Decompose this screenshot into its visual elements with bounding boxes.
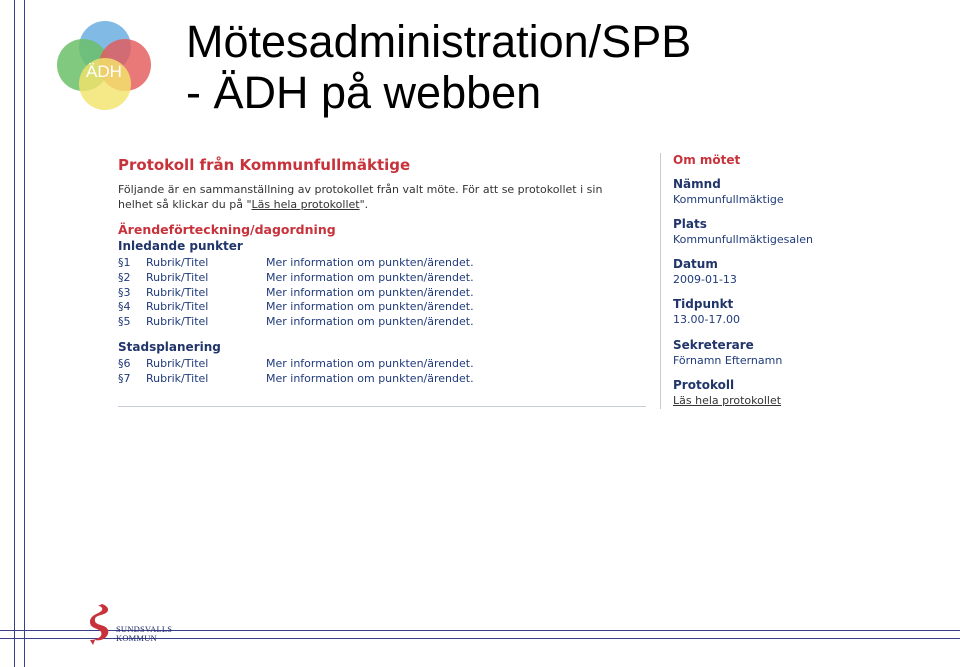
slide-title xyxy=(186,16,691,118)
field-label-datum: Datum xyxy=(673,257,718,271)
agenda-row[interactable] xyxy=(118,357,638,372)
sidebar-title: Om mötet xyxy=(673,153,741,167)
field-value-plats: Kommunfullmäktigesalen xyxy=(673,233,813,246)
adh-logo-icon xyxy=(55,16,155,112)
agenda-row[interactable] xyxy=(118,271,638,286)
sundsvall-logo-text xyxy=(116,625,172,643)
item-title-link[interactable]: Rubrik/Titel xyxy=(146,286,209,299)
frame-line-left-1 xyxy=(14,0,15,667)
sundsvall-logo-line-2: KOMMUN xyxy=(116,633,157,643)
agenda-row[interactable] xyxy=(118,286,638,301)
item-title-link[interactable]: Rubrik/Titel xyxy=(146,315,209,328)
section-heading: Stadsplanering xyxy=(118,340,221,354)
field-label-sekreterare: Sekreterare xyxy=(673,338,754,352)
field-label-tidpunkt: Tidpunkt xyxy=(673,297,734,311)
read-protocol-link[interactable]: Läs hela protokollet xyxy=(251,198,360,211)
intro-text xyxy=(118,182,638,212)
field-label-plats: Plats xyxy=(673,217,707,231)
page-title: Protokoll från Kommunfullmäktige xyxy=(118,156,411,174)
sidebar-divider xyxy=(660,153,661,409)
item-title-link[interactable]: Rubrik/Titel xyxy=(146,372,209,385)
item-number: §7 xyxy=(118,372,131,385)
field-value-tidpunkt: 13.00-17.00 xyxy=(673,313,740,326)
field-label-namnd: Nämnd xyxy=(673,177,721,191)
section-heading: Inledande punkter xyxy=(118,239,243,253)
item-info-link[interactable]: Mer information om punkten/ärendet. xyxy=(266,286,474,299)
slide-title-line-1: Mötesadministration/SPB xyxy=(186,16,692,67)
frame-line-left-2 xyxy=(24,0,25,667)
item-info-link[interactable]: Mer information om punkten/ärendet. xyxy=(266,315,474,328)
item-title-link[interactable]: Rubrik/Titel xyxy=(146,271,209,284)
item-title-link[interactable]: Rubrik/Titel xyxy=(146,256,209,269)
item-info-link[interactable]: Mer information om punkten/ärendet. xyxy=(266,271,474,284)
item-number: §1 xyxy=(118,256,131,269)
item-title-link[interactable]: Rubrik/Titel xyxy=(146,300,209,313)
agenda-title: Ärendeförteckning/dagordning xyxy=(118,222,336,237)
sundsvall-logo-line-1: SUNDSVALLS xyxy=(116,624,173,634)
slide-title-line-2: - ÄDH på webben xyxy=(186,67,542,118)
item-info-link[interactable]: Mer information om punkten/ärendet. xyxy=(266,300,474,313)
intro-text-start: Följande är en sammanställning av protokollet från valt möte. För att se protokollet i sin helhet så klickar du på " xyxy=(118,183,603,211)
read-full-protocol-link[interactable]: Läs hela protokollet xyxy=(673,394,782,407)
agenda-row[interactable] xyxy=(118,315,638,330)
field-value-namnd: Kommunfullmäktige xyxy=(673,193,784,206)
field-label-protokoll: Protokoll xyxy=(673,378,735,392)
item-number: §3 xyxy=(118,286,131,299)
content-divider xyxy=(118,406,646,407)
agenda-row[interactable] xyxy=(118,256,638,271)
item-info-link[interactable]: Mer information om punkten/ärendet. xyxy=(266,372,474,385)
field-value-sekreterare: Förnamn Efternamn xyxy=(673,354,783,367)
logo-text: ÄDH xyxy=(86,62,122,81)
sidebar-protocol-link[interactable] xyxy=(673,394,781,407)
agenda-row[interactable] xyxy=(118,300,638,315)
field-value-datum: 2009-01-13 xyxy=(673,273,737,286)
item-number: §2 xyxy=(118,271,131,284)
intro-text-end: ". xyxy=(359,198,369,211)
item-title-link[interactable]: Rubrik/Titel xyxy=(146,357,209,370)
item-number: §5 xyxy=(118,315,131,328)
item-info-link[interactable]: Mer information om punkten/ärendet. xyxy=(266,256,474,269)
item-number: §4 xyxy=(118,300,131,313)
agenda-row[interactable] xyxy=(118,372,638,387)
item-number: §6 xyxy=(118,357,131,370)
item-info-link[interactable]: Mer information om punkten/ärendet. xyxy=(266,357,474,370)
sundsvall-seahorse-icon xyxy=(88,602,118,648)
